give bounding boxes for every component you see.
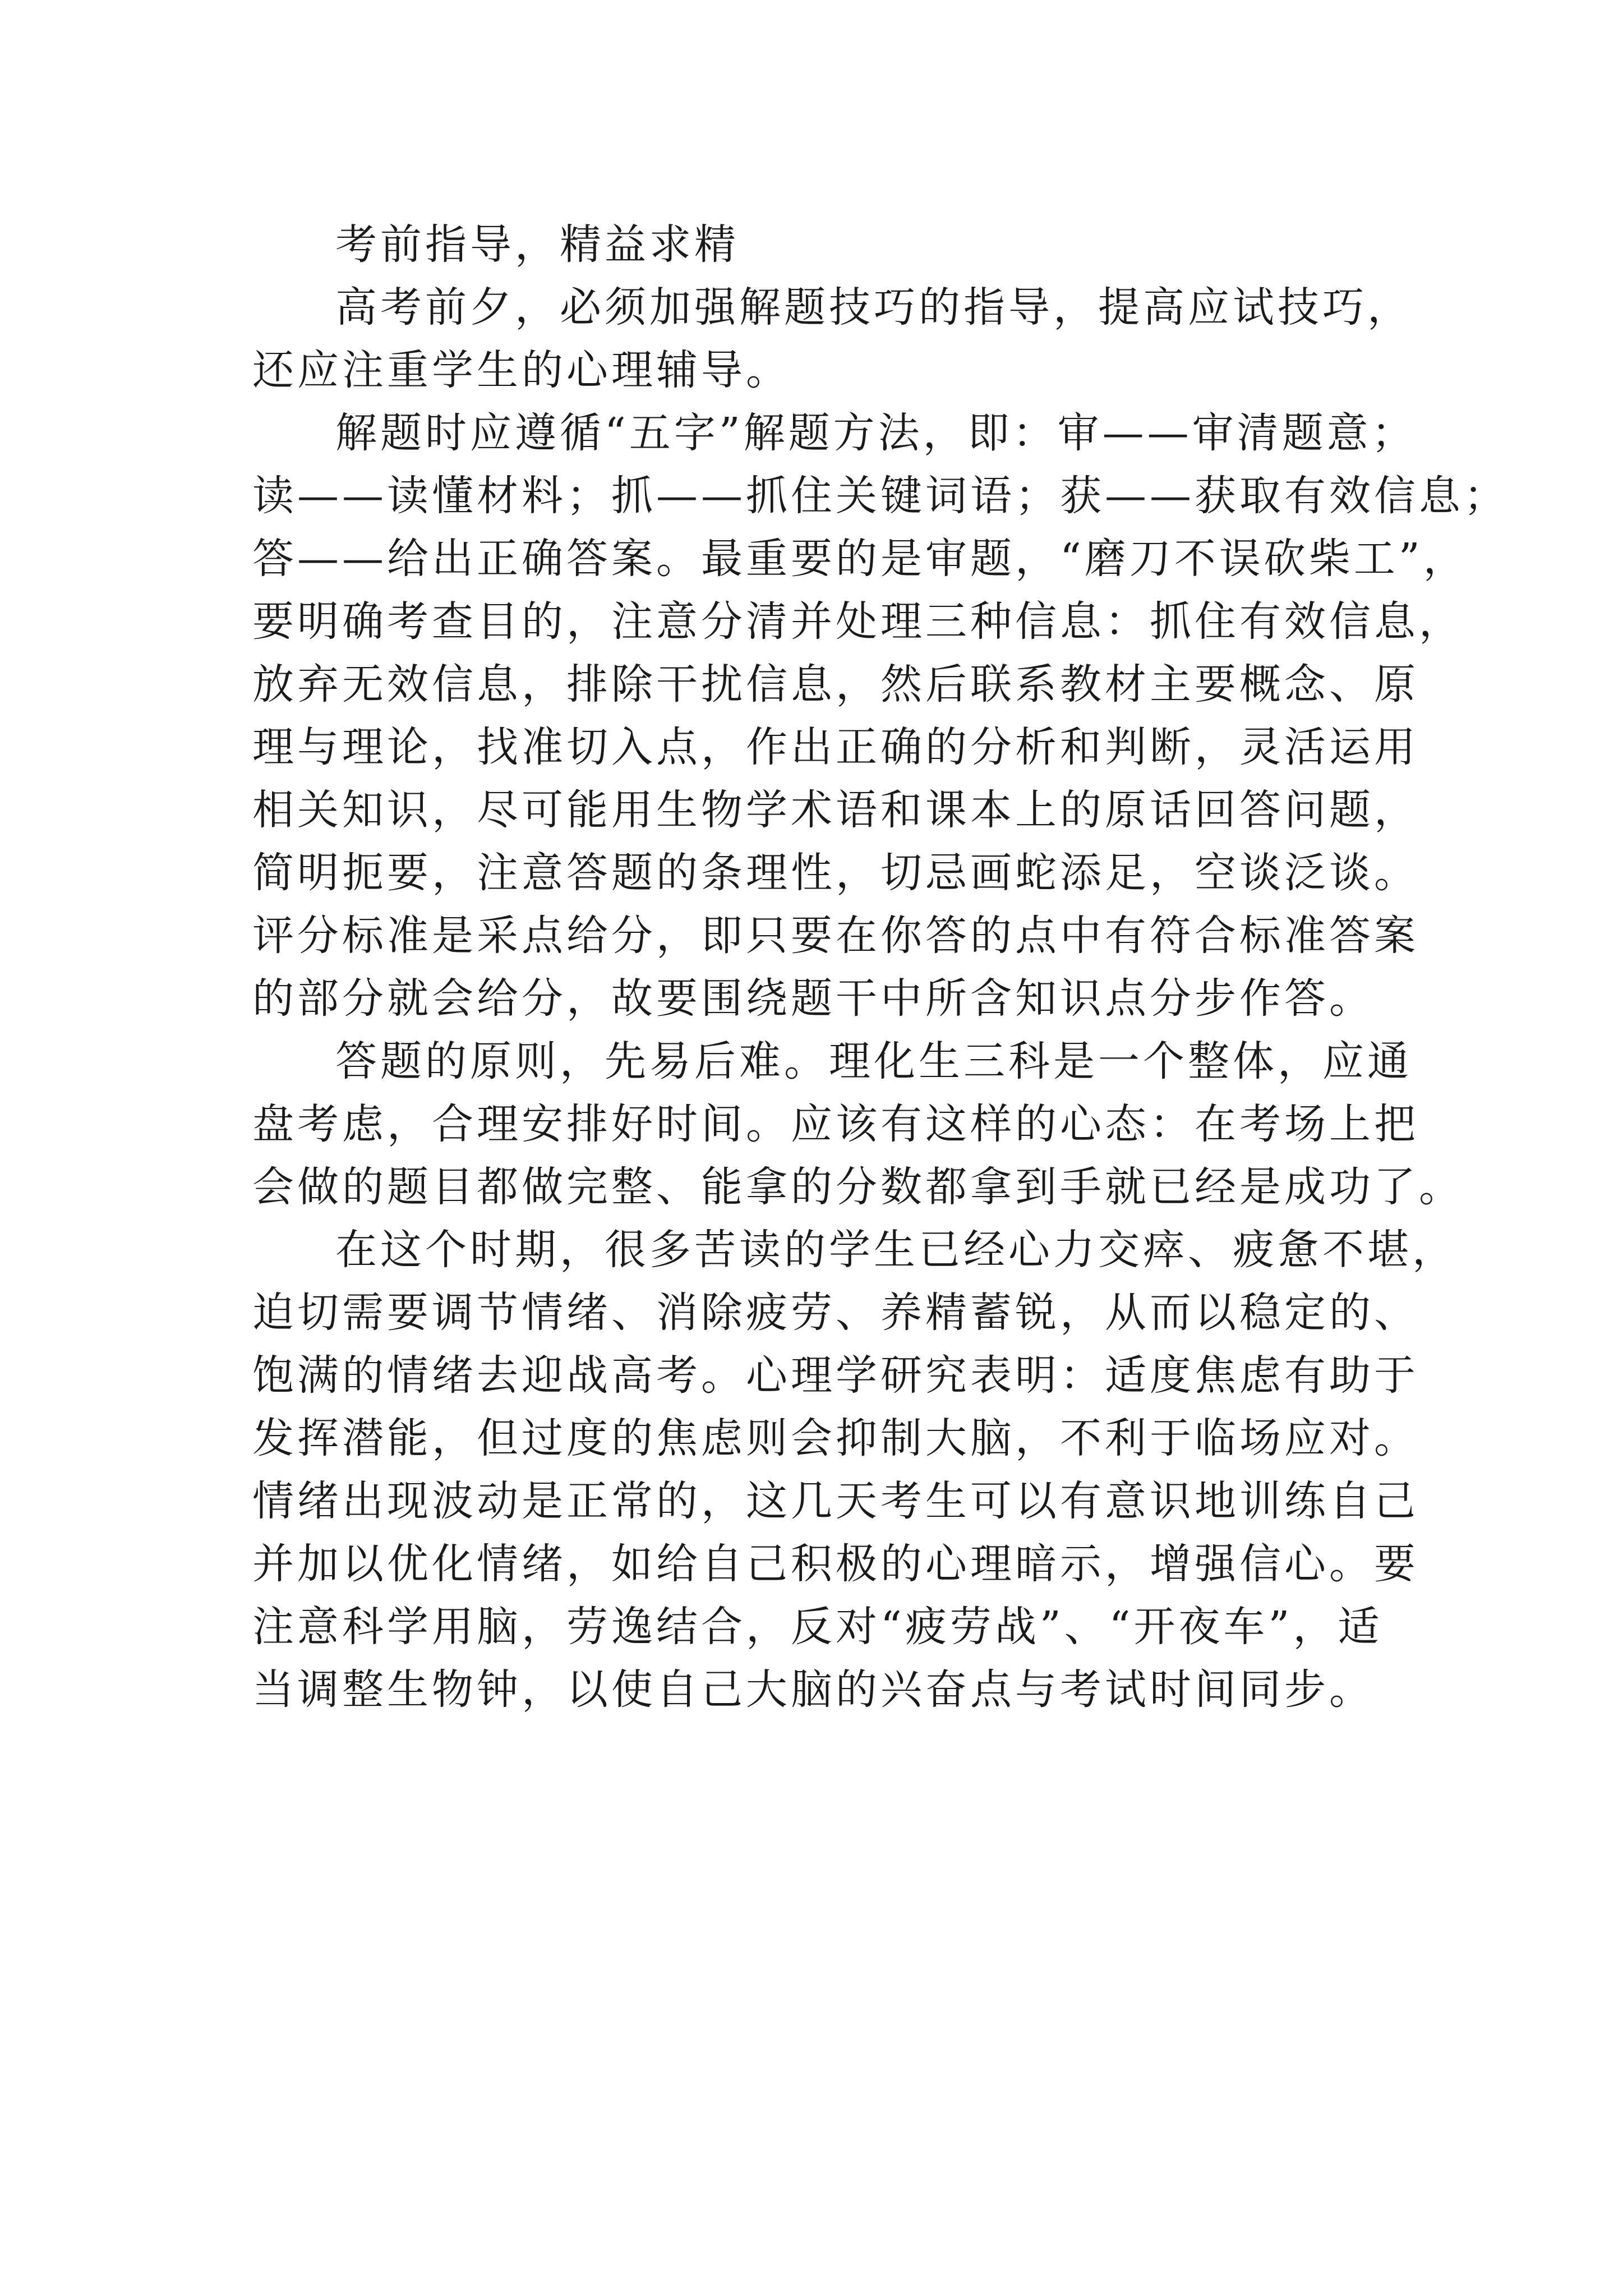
text-line: 解题时应遵循“五字”解题方法，即：审——审清题意； bbox=[335, 409, 1417, 457]
text-line: 要明确考查目的，注意分清并处理三种信息：抓住有效信息， bbox=[252, 597, 1464, 646]
text-line: 盘考虑，合理安排好时间。应该有这样的心态：在考场上把 bbox=[252, 1100, 1419, 1148]
text-line: 发挥潜能，但过度的焦虑则会抑制大脑，不利于临场应对。 bbox=[252, 1414, 1419, 1462]
text-line: 读——读懂材料；抓——抓住关键词语；获——获取有效信息； bbox=[252, 472, 1509, 520]
text-line: 放弃无效信息，排除干扰信息，然后联系教材主要概念、原 bbox=[252, 660, 1419, 708]
text-line: 并加以优化情绪，如给自己积极的心理暗示，增强信心。要 bbox=[252, 1540, 1419, 1588]
text-line: 相关知识，尽可能用生物学术语和课本上的原话回答问题， bbox=[252, 786, 1419, 834]
text-line: 当调整生物钟，以使自己大脑的兴奋点与考试时间同步。 bbox=[252, 1665, 1374, 1714]
text-line: 答题的原则，先易后难。理化生三科是一个整体，应通 bbox=[335, 1037, 1412, 1085]
text-line: 的部分就会给分，故要围绕题干中所含知识点分步作答。 bbox=[252, 974, 1374, 1023]
text-line: 饱满的情绪去迎战高考。心理学研究表明：适度焦虑有助于 bbox=[252, 1351, 1419, 1400]
section-heading: 考前指导，精益求精 bbox=[335, 220, 739, 269]
text-line: 注意科学用脑，劳逸结合，反对“疲劳战”、“开夜车”，适 bbox=[252, 1603, 1383, 1651]
text-line: 简明扼要，注意答题的条理性，切忌画蛇添足，空谈泛谈。 bbox=[252, 849, 1419, 897]
text-line: 理与理论，找准切入点，作出正确的分析和判断，灵活运用 bbox=[252, 723, 1419, 771]
text-line: 情绪出现波动是正常的，这几天考生可以有意识地训练自己 bbox=[252, 1477, 1419, 1525]
text-line: 高考前夕，必须加强解题技巧的指导，提高应试技巧， bbox=[335, 283, 1412, 332]
text-line: 在这个时期，很多苦读的学生已经心力交瘁、疲惫不堪， bbox=[335, 1226, 1457, 1274]
text-line: 会做的题目都做完整、能拿的分数都拿到手就已经是成功了。 bbox=[252, 1163, 1464, 1211]
document-body bbox=[252, 213, 1509, 1721]
text-line: 迫切需要调节情绪、消除疲劳、养精蓄锐，从而以稳定的、 bbox=[252, 1289, 1419, 1337]
text-line: 评分标准是采点给分，即只要在你答的点中有符合标准答案 bbox=[252, 912, 1419, 960]
text-line: 答——给出正确答案。最重要的是审题，“磨刀不误砍柴工”， bbox=[252, 535, 1468, 583]
text-line: 还应注重学生的心理辅导。 bbox=[252, 346, 791, 394]
